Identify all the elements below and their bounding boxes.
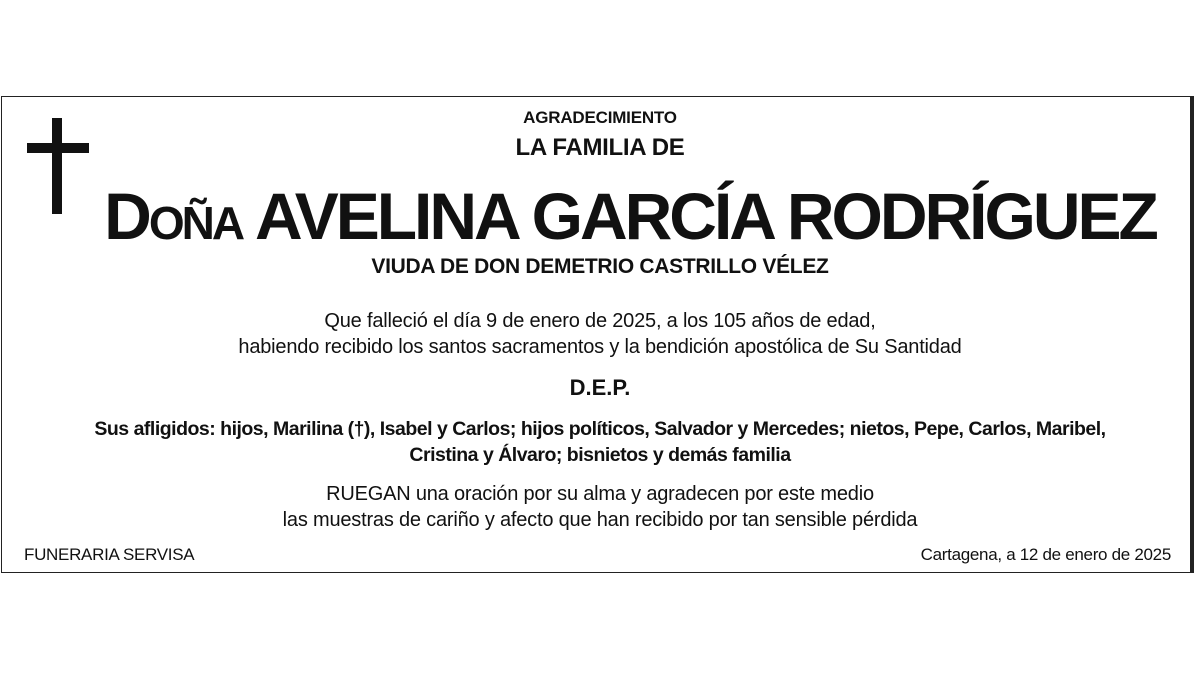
mourners-line-1: Sus afligidos: hijos, Marilina (†), Isabel y Carlos; hijos políticos, Salvador y Mercedes; nietos, Pepe, Carlos, Maribel, [94, 418, 1106, 440]
request-line-2: las muestras de cariño y afecto que han recibido por tan sensible pérdida [282, 509, 918, 531]
widow-line: VIUDA DE DON DEMETRIO CASTRILLO VÉLEZ [371, 255, 829, 278]
deceased-name-line [40, 178, 1200, 254]
notice-subheading: LA FAMILIA DE [515, 134, 685, 161]
rip-label: D.E.P. [569, 375, 631, 400]
deceased-name: AVELINA GARCÍA RODRÍGUEZ [254, 179, 1156, 253]
honorific: Doña [104, 179, 243, 253]
funeral-home: FUNERARIA SERVISA [24, 545, 195, 564]
request-line-1: RUEGAN una oración por su alma y agradecen por este medio [326, 483, 874, 505]
notice-heading: AGRADECIMIENTO [523, 108, 677, 127]
mourners-line-2: Cristina y Álvaro; bisnietos y demás familia [409, 444, 791, 466]
death-line-2: habiendo recibido los santos sacramentos y la bendición apostólica de Su Santidad [238, 336, 962, 358]
place-date: Cartagena, a 12 de enero de 2025 [920, 545, 1171, 564]
death-line-1: Que falleció el día 9 de enero de 2025, a los 105 años de edad, [324, 310, 876, 332]
